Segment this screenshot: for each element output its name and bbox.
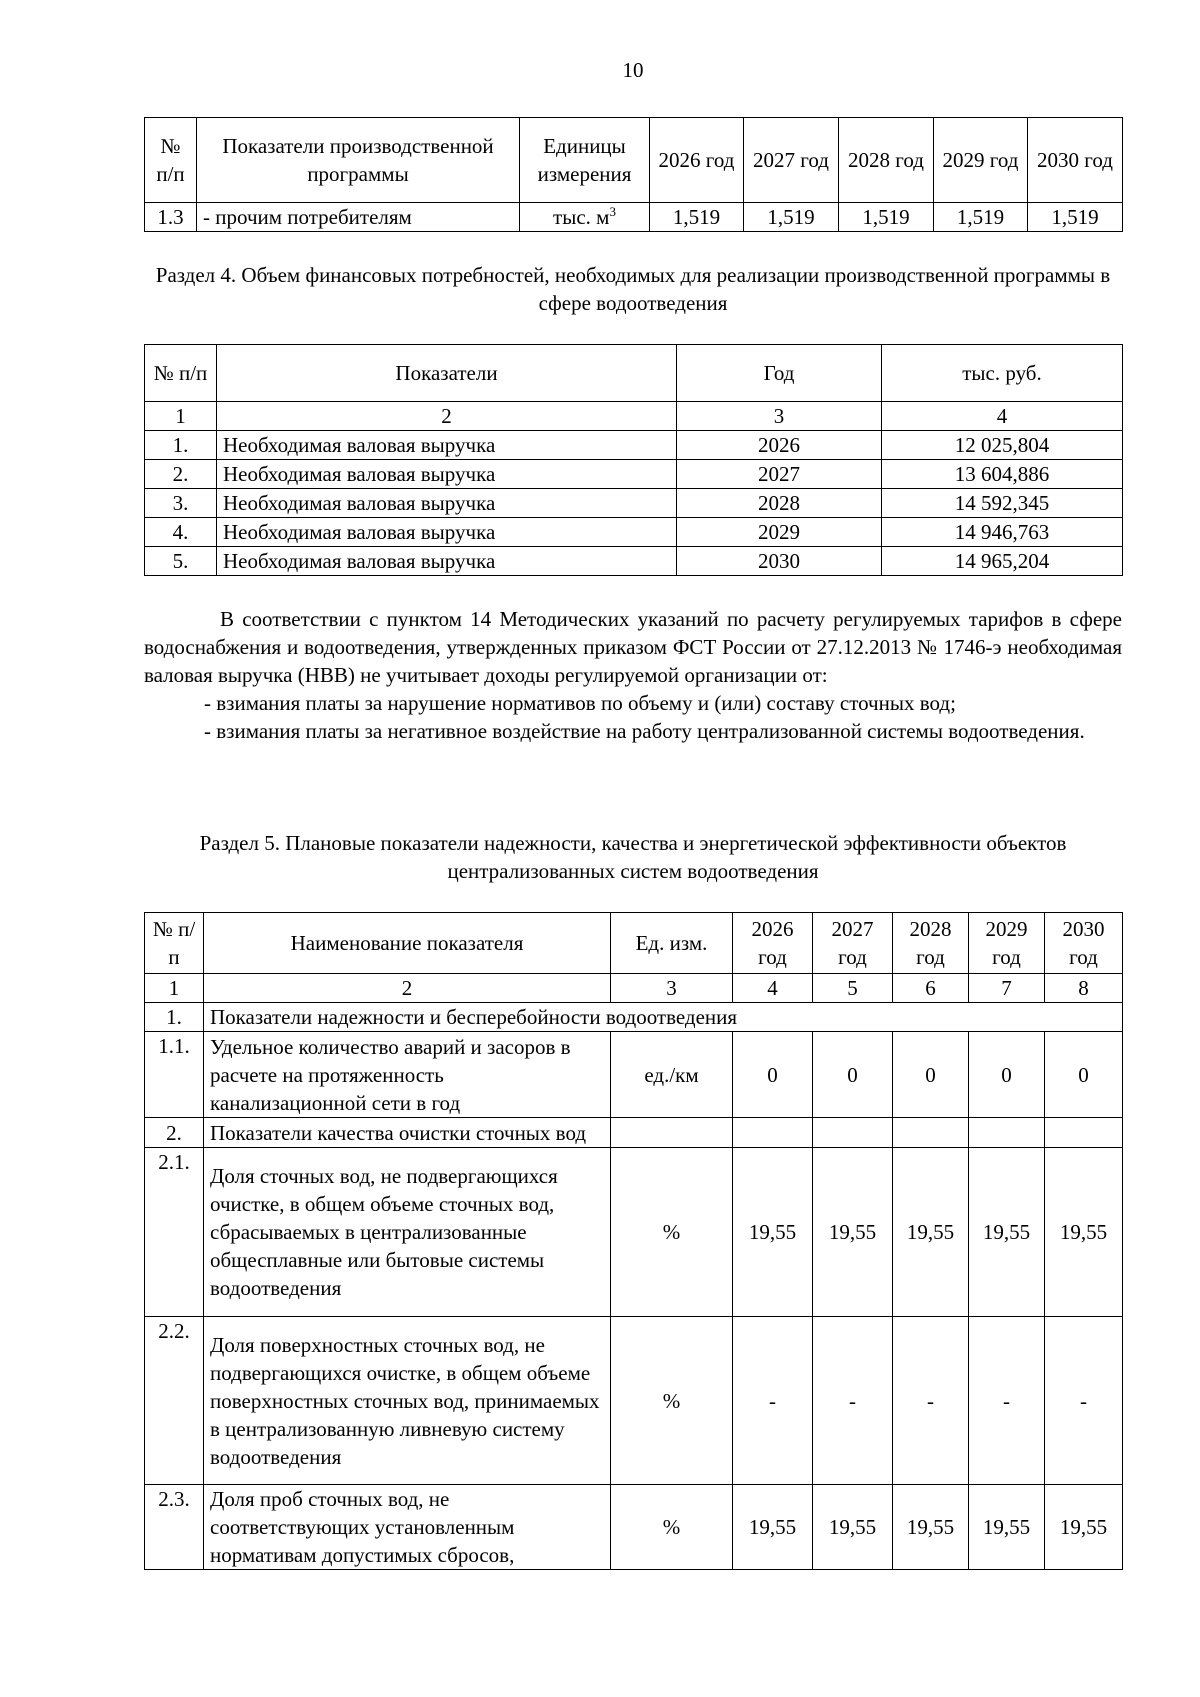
- header-cell: Показатели: [217, 345, 677, 402]
- value-cell: 1,519: [650, 203, 744, 232]
- value-cell: -: [893, 1317, 969, 1485]
- row-unit: ед./км: [611, 1032, 733, 1118]
- group-name: Показатели надежности и бесперебойности водоотведения: [204, 1003, 1123, 1032]
- header-cell: Показатели производственной программы: [197, 118, 520, 203]
- value-cell: 1,519: [934, 203, 1028, 232]
- column-number: 7: [969, 974, 1045, 1003]
- value-cell: 19,55: [1045, 1148, 1123, 1317]
- header-cell: 2028 год: [839, 118, 934, 203]
- unit-superscript: 3: [609, 204, 616, 219]
- row-name: Необходимая валовая выручка: [217, 547, 677, 576]
- table-header-row: [145, 118, 1123, 203]
- header-cell: 2026 год: [650, 118, 744, 203]
- table-row: [145, 1485, 1123, 1570]
- row-name: Необходимая валовая выручка: [217, 518, 677, 547]
- production-program-table: [144, 117, 1123, 232]
- row-year: 2026: [677, 431, 882, 460]
- row-value: 13 604,886: [882, 460, 1123, 489]
- value-cell: 0: [733, 1032, 813, 1118]
- header-cell: № п/п: [145, 118, 197, 203]
- unit-text: тыс. м: [553, 205, 610, 229]
- row-unit: [520, 203, 650, 232]
- group-name: Показатели качества очистки сточных вод: [204, 1118, 611, 1148]
- value-cell: -: [1045, 1317, 1123, 1485]
- column-number: 4: [733, 974, 813, 1003]
- row-number: 1.1.: [145, 1032, 204, 1118]
- column-number-row: [145, 402, 1123, 431]
- column-number: 2: [204, 974, 611, 1003]
- header-cell: 2030 год: [1028, 118, 1123, 203]
- column-number: 8: [1045, 974, 1123, 1003]
- row-number: 1.: [145, 1003, 204, 1032]
- value-cell: 19,55: [969, 1148, 1045, 1317]
- table-row: [145, 431, 1123, 460]
- column-number: 1: [145, 402, 217, 431]
- column-number: 1: [145, 974, 204, 1003]
- section-5-title: Раздел 5. Плановые показатели надежности, качества и энергетической эффективности объектов централизованных систем водоотведения: [199, 831, 1067, 883]
- table-row: [145, 518, 1123, 547]
- row-unit: %: [611, 1317, 733, 1485]
- row-number: 1.: [145, 431, 217, 460]
- header-cell: тыс. руб.: [882, 345, 1123, 402]
- column-number: 2: [217, 402, 677, 431]
- header-cell: 2028 год: [893, 913, 969, 974]
- value-cell: 1,519: [839, 203, 934, 232]
- column-number-row: [145, 974, 1123, 1003]
- row-unit: %: [611, 1485, 733, 1570]
- table-header-row: [145, 913, 1123, 974]
- value-cell: 19,55: [733, 1148, 813, 1317]
- column-number: 3: [611, 974, 733, 1003]
- value-cell: -: [733, 1317, 813, 1485]
- header-cell: Ед. изм.: [611, 913, 733, 974]
- table-row: [145, 203, 1123, 232]
- row-name: Необходимая валовая выручка: [217, 460, 677, 489]
- row-name: - прочим потребителям: [197, 203, 520, 232]
- table-row: [145, 547, 1123, 576]
- row-number: 2.1.: [145, 1148, 204, 1317]
- header-cell: № п/п: [145, 913, 204, 974]
- table-row: [145, 1317, 1123, 1485]
- paragraph-item: - взимания платы за негативное воздействие на работу централизованной системы водоотведения.: [204, 719, 1085, 743]
- row-value: 14 946,763: [882, 518, 1123, 547]
- table-row: [145, 1148, 1123, 1317]
- row-number: 2.: [145, 460, 217, 489]
- value-cell: 0: [813, 1032, 893, 1118]
- row-number: 2.2.: [145, 1317, 204, 1485]
- row-year: 2029: [677, 518, 882, 547]
- value-cell: 0: [1045, 1032, 1123, 1118]
- row-name: Необходимая валовая выручка: [217, 431, 677, 460]
- value-cell: 1,519: [1028, 203, 1123, 232]
- value-cell: 19,55: [733, 1485, 813, 1570]
- column-number: 4: [882, 402, 1123, 431]
- value-cell: 19,55: [813, 1148, 893, 1317]
- body-paragraph: [144, 605, 1122, 745]
- row-number: 1.3: [145, 203, 197, 232]
- section-4-title: Раздел 4. Объем финансовых потребностей, необходимых для реализации производственной программы в сфере водоотведения: [155, 263, 1111, 315]
- row-value: 12 025,804: [882, 431, 1123, 460]
- value-cell: 19,55: [1045, 1485, 1123, 1570]
- table-row: [145, 489, 1123, 518]
- header-cell: № п/п: [145, 345, 217, 402]
- value-cell: 19,55: [969, 1485, 1045, 1570]
- table-row: [145, 460, 1123, 489]
- row-value: 14 592,345: [882, 489, 1123, 518]
- value-cell: 0: [893, 1032, 969, 1118]
- row-name: Необходимая валовая выручка: [217, 489, 677, 518]
- row-year: 2027: [677, 460, 882, 489]
- header-cell: 2027 год: [813, 913, 893, 974]
- paragraph-item: - взимания платы за нарушение нормативов по объему и (или) составу сточных вод;: [204, 691, 956, 715]
- header-cell: 2029 год: [934, 118, 1028, 203]
- table-row: [145, 1032, 1123, 1118]
- table-header-row: [145, 345, 1123, 402]
- header-cell: Наименование показателя: [204, 913, 611, 974]
- row-name: Доля проб сточных вод, не соответствующих установленным нормативам допустимых сбросов,: [204, 1485, 611, 1570]
- value-cell: 19,55: [893, 1148, 969, 1317]
- value-cell: 19,55: [813, 1485, 893, 1570]
- column-number: 6: [893, 974, 969, 1003]
- page-number: 10: [622, 58, 644, 82]
- row-value: 14 965,204: [882, 547, 1123, 576]
- row-name: Удельное количество аварий и засоров в расчете на протяженность канализационной сети в год: [204, 1032, 611, 1118]
- paragraph-main: В соответствии с пунктом 14 Методических указаний по расчету регулируемых тарифов в сфере водоснабжения и водоотведения, утвержденных приказом ФСТ России от 27.12.2013 № 1746-э необходимая валовая выручка (НВВ) не учитывает доходы регулируемой организации от:: [144, 607, 1122, 687]
- row-number: 5.: [145, 547, 217, 576]
- row-name: Доля сточных вод, не подвергающихся очистке, в общем объеме сточных вод, сбрасываемых в централизованные общесплавные или бытовые системы водоотведения: [204, 1148, 611, 1317]
- header-cell: Единицы измерения: [520, 118, 650, 203]
- header-cell: Год: [677, 345, 882, 402]
- group-row: [145, 1118, 1123, 1148]
- row-unit: %: [611, 1148, 733, 1317]
- row-name: Доля поверхностных сточных вод, не подвергающихся очистке, в общем объеме поверхностных сточных вод, принимаемых в централизованную ливневую систему водоотведения: [204, 1317, 611, 1485]
- column-number: 3: [677, 402, 882, 431]
- financial-needs-table: [144, 344, 1123, 576]
- row-year: 2030: [677, 547, 882, 576]
- header-cell: 2027 год: [744, 118, 839, 203]
- row-number: 2.3.: [145, 1485, 204, 1570]
- value-cell: -: [813, 1317, 893, 1485]
- value-cell: 0: [969, 1032, 1045, 1118]
- row-number: 3.: [145, 489, 217, 518]
- row-number: 2.: [145, 1118, 204, 1148]
- value-cell: 1,519: [744, 203, 839, 232]
- value-cell: -: [969, 1317, 1045, 1485]
- header-cell: 2029 год: [969, 913, 1045, 974]
- header-cell: 2030 год: [1045, 913, 1123, 974]
- header-cell: 2026 год: [733, 913, 813, 974]
- performance-indicators-table: [144, 912, 1123, 1570]
- row-year: 2028: [677, 489, 882, 518]
- value-cell: 19,55: [893, 1485, 969, 1570]
- column-number: 5: [813, 974, 893, 1003]
- group-row: [145, 1003, 1123, 1032]
- row-number: 4.: [145, 518, 217, 547]
